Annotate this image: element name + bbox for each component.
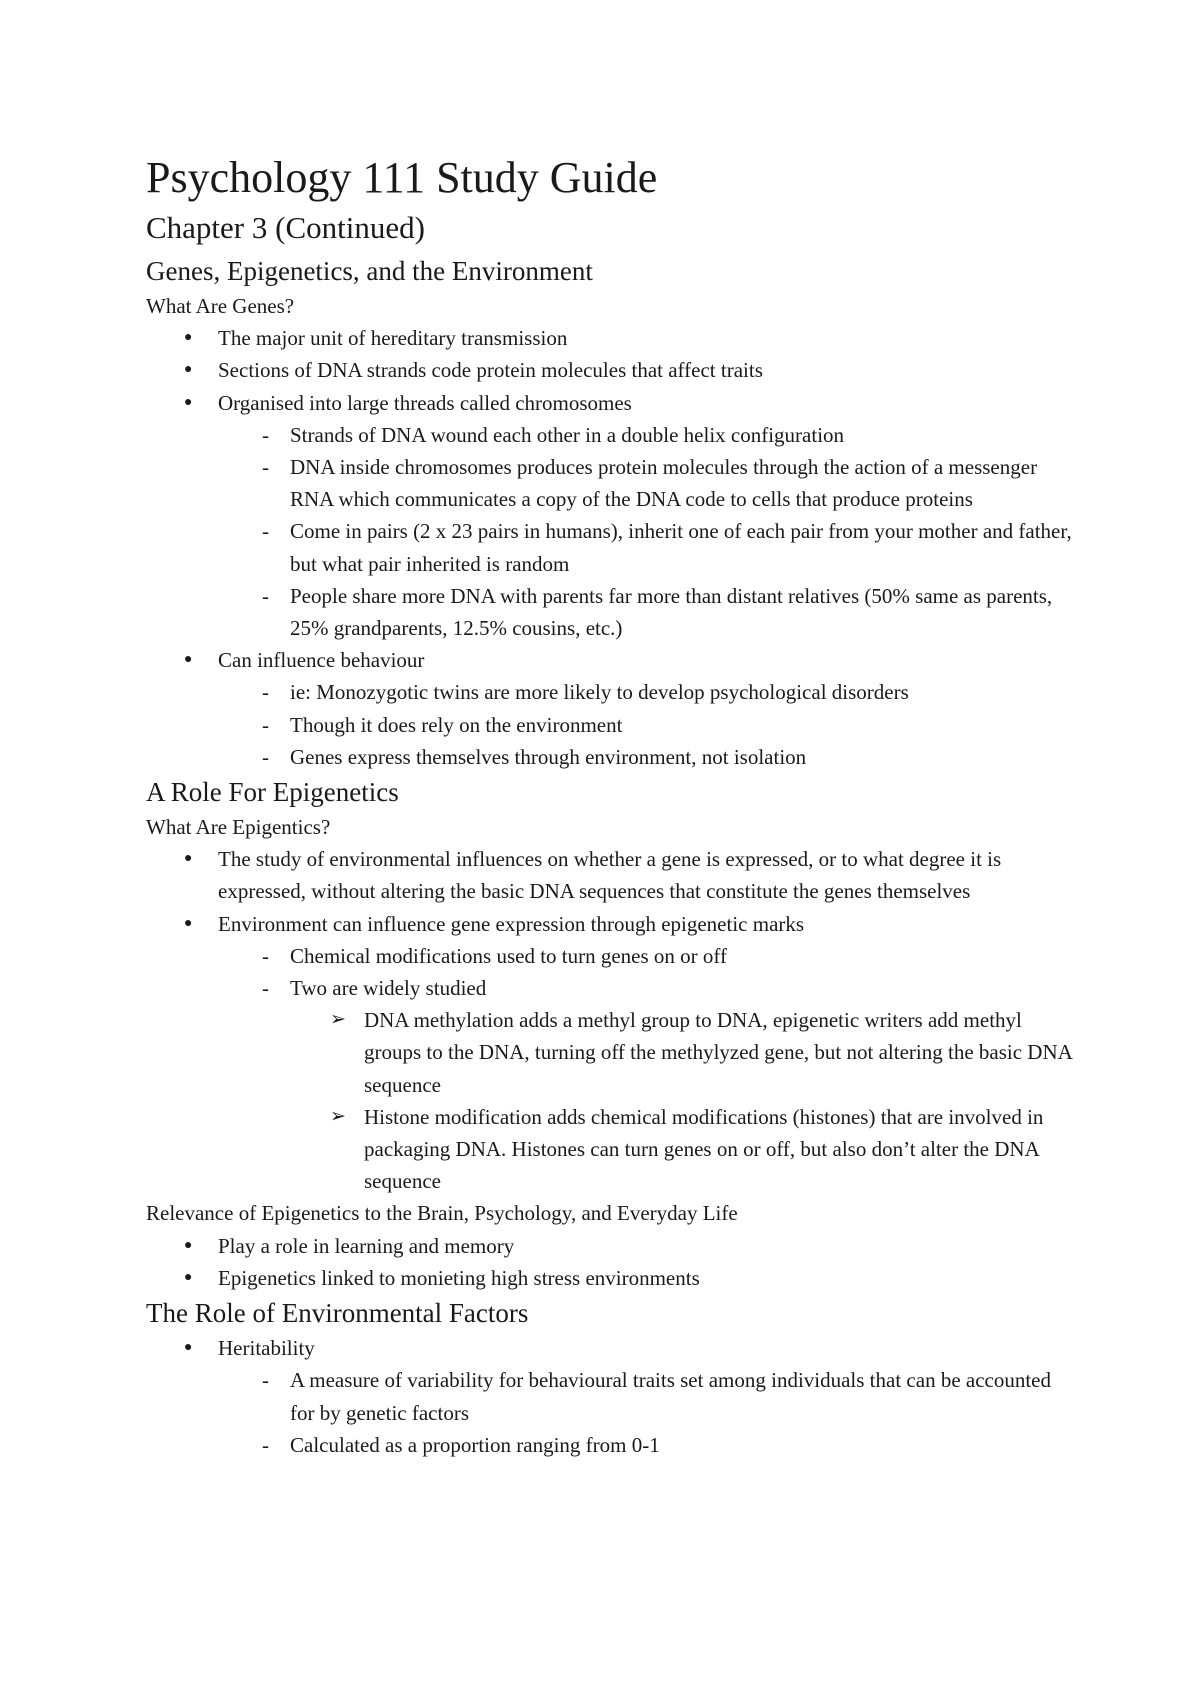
- list-item: [146, 387, 1076, 645]
- document-title: Psychology 111 Study Guide: [146, 153, 658, 202]
- sub-list-item: - DNA inside chromosomes produces protein molecules through the action of a messenger RNA which communicates a copy of the DNA code to cells that produce proteins: [218, 451, 1076, 515]
- bullet-list: [146, 843, 1076, 1197]
- sub-list-item: - Come in pairs (2 x 23 pairs in humans), inherit one of each pair from your mother and father, but what pair inherited is random: [218, 515, 1076, 579]
- sub-list-item: - Genes express themselves through environment, not isolation: [218, 741, 1076, 773]
- section-heading-epigenetics: A Role For Epigenetics: [146, 777, 399, 808]
- bullet-list: [146, 322, 1076, 773]
- list-item: [146, 908, 1076, 1198]
- sub-list-item: - Chemical modifications used to turn genes on or off: [218, 940, 1076, 972]
- list-item-text: Organised into large threads called chromosomes: [218, 390, 632, 415]
- list-item: ● Epigenetics linked to monieting high stress environments: [146, 1262, 1076, 1294]
- sub-list-item: - Strands of DNA wound each other in a double helix configuration: [218, 419, 1076, 451]
- sub-list-item: [218, 972, 1076, 1197]
- arrow-list-item: ➢ DNA methylation adds a methyl group to DNA, epigenetic writers add methyl groups to the DNA, turning off the methylyzed gene, but not altering the basic DNA sequence: [290, 1004, 1076, 1101]
- sub-list-item: - ie: Monozygotic twins are more likely to develop psychological disorders: [218, 676, 1076, 708]
- sub-list: [218, 940, 1076, 1198]
- sub-list-item: - A measure of variability for behavioural traits set among individuals that can be accounted for by genetic factors: [218, 1364, 1076, 1428]
- sub-list-item: - Though it does rely on the environment: [218, 709, 1076, 741]
- arrow-list-item: ➢ Histone modification adds chemical modifications (histones) that are involved in packaging DNA. Histones can turn genes on or off, but also don’t alter the DNA sequence: [290, 1101, 1076, 1198]
- sub-list-item: - Calculated as a proportion ranging from 0-1: [218, 1429, 1076, 1461]
- subheading-relevance-of-epigenetics: Relevance of Epigenetics to the Brain, Psychology, and Everyday Life: [146, 1201, 738, 1226]
- sub-list: [218, 1364, 1076, 1461]
- list-item-text: Environment can influence gene expression through epigenetic marks: [218, 911, 805, 936]
- bullet-list: [146, 1332, 1076, 1461]
- subheading-what-are-genes: What Are Genes?: [146, 294, 295, 318]
- list-item: ● Play a role in learning and memory: [146, 1230, 1076, 1262]
- list-item: ● Sections of DNA strands code protein molecules that affect traits: [146, 354, 1076, 386]
- bullet-list: [146, 1230, 1076, 1294]
- sub-list: [218, 676, 1076, 773]
- list-item-text: Heritability: [218, 1336, 315, 1361]
- list-item-text: Can influence behaviour: [218, 648, 425, 673]
- document-page: [146, 150, 1076, 1461]
- sub-list-item-text: Two are widely studied: [290, 976, 487, 1001]
- section-heading-environmental-factors: The Role of Environmental Factors: [146, 1298, 529, 1329]
- subheading-what-are-epigenetics: What Are Epigentics?: [146, 815, 331, 840]
- list-item: [146, 1332, 1076, 1461]
- sub-list-item: - People share more DNA with parents far more than distant relatives (50% same as parents, 25% grandparents, 12.5% cousins, etc.): [218, 580, 1076, 644]
- list-item: ● The major unit of hereditary transmission: [146, 322, 1076, 354]
- sub-list: [218, 419, 1076, 644]
- list-item: ● The study of environmental influences on whether a gene is expressed, or to what degree it is expressed, without altering the basic DNA sequences that constitute the genes themselves: [146, 843, 1076, 907]
- sub-sub-list: [290, 1004, 1076, 1197]
- list-item: [146, 644, 1076, 773]
- section-heading-genes: Genes, Epigenetics, and the Environment: [146, 256, 593, 286]
- chapter-heading: Chapter 3 (Continued): [146, 210, 425, 245]
